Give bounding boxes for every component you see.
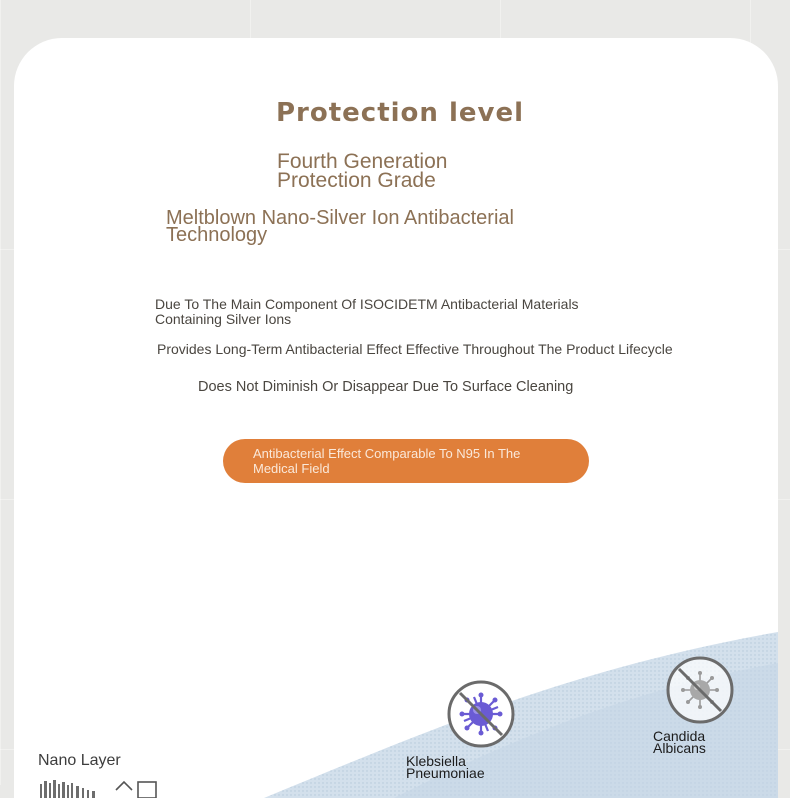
n95-badge — [223, 439, 589, 483]
candida-label-line-1: Candida — [653, 728, 706, 744]
component-description — [155, 297, 635, 327]
cleaning-description: Does Not Diminish Or Disappear Due To Surface Cleaning — [198, 379, 574, 395]
generation-heading — [277, 152, 557, 190]
page-title: Protection level — [275, 98, 525, 128]
component-line-1: Due To The Main Component Of ISOCIDETM Antibacterial Materials — [155, 296, 579, 312]
generation-line-1: Fourth Generation — [277, 150, 448, 173]
candida-virus-icon — [665, 655, 735, 725]
technology-line-2: Technology — [166, 224, 268, 246]
nano-layer-graphic — [38, 776, 168, 798]
nano-layer-label: Nano Layer — [38, 752, 121, 769]
klebsiella-label — [406, 755, 526, 779]
candida-label-line-2: Albicans — [653, 740, 706, 756]
technology-line-1: Meltblown Nano-Silver Ion Antibacterial — [166, 207, 514, 229]
generation-line-2: Protection Grade — [277, 169, 436, 192]
candida-label — [653, 730, 763, 754]
content-card — [14, 38, 778, 798]
klebsiella-virus-icon — [446, 679, 516, 749]
klebsiella-label-line-2: Pneumoniae — [406, 765, 485, 781]
technology-heading — [166, 207, 636, 246]
component-line-2: Containing Silver Ions — [155, 311, 292, 327]
badge-line-1: Antibacterial Effect Comparable To N95 In The — [253, 446, 521, 461]
klebsiella-label-line-1: Klebsiella — [406, 753, 466, 769]
lifecycle-description: Provides Long-Term Antibacterial Effect Effective Throughout The Product Lifecycle — [157, 341, 673, 357]
badge-line-2: Medical Field — [253, 461, 330, 476]
